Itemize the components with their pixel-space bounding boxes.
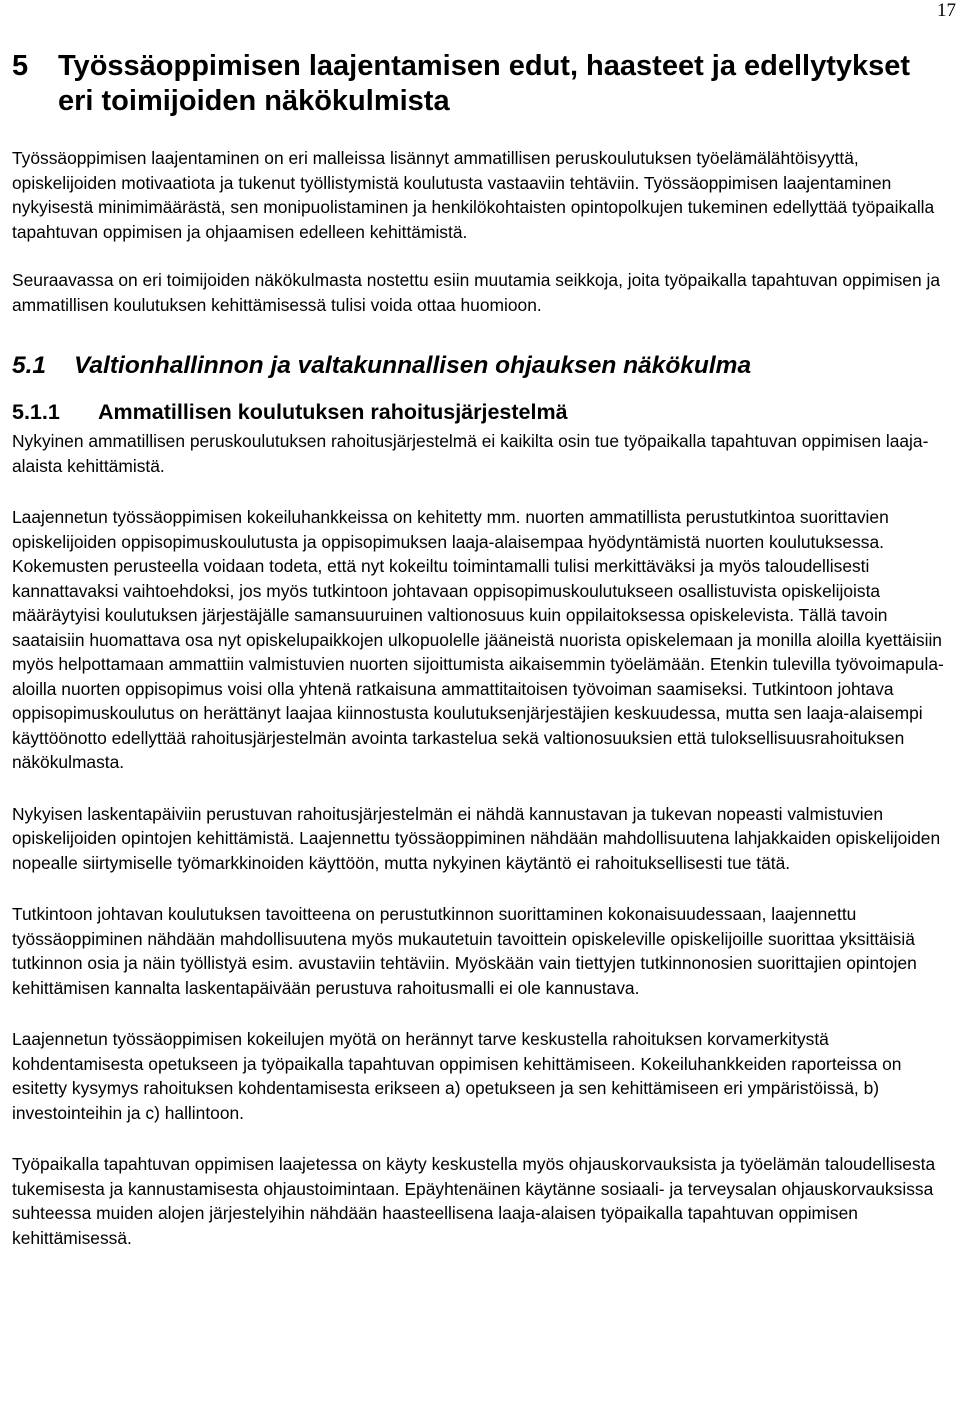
chapter-number: 5 (12, 50, 29, 82)
intro-paragraph: Työssäoppimisen laajentaminen on eri malleissa lisännyt ammatillisen peruskoulutuksen työelämälähtöisyyttä, opiskelijoiden motivaatiota ja tukenut työllistymistä koulutusta vastaaviin tehtäviin. Työssäoppimisen laajentaminen nykyisestä minimimäärästä, sen monipuolistaminen ja henkilökohtaisten opintopolkujen tukeminen edellyttää työpaikalla tapahtuvan oppimisen ja ohjaamisen edelleen kehittämistä. (12, 148, 935, 242)
intro-paragraph: Seuraavassa on eri toimijoiden näkökulmasta nostettu esiin muutamia seikkoja, joita työpaikalla tapahtuvan oppimisen ja ammatillisen koulutuksen kehittämisessä tulisi voida ottaa huomioon. (12, 270, 941, 315)
section-heading (12, 351, 950, 381)
subsection-title: Ammatillisen koulutuksen rahoitusjärjestelmä (98, 400, 568, 424)
body-paragraph: Laajennetun työssäoppimisen kokeilujen myötä on herännyt tarve keskustella rahoituksen korvamerkitystä kohdentamisesta opetukseen ja työpaikalla tapahtuvan oppimisen kehittämiseen. Kokeiluhankkeiden raporteissa on esitetty kysymys rahoituksen kohdentamisesta erikseen a) opetukseen ja sen kehittämiseen eri ympäristöissä, b) investointeihin ja c) hallintoon. (12, 1029, 902, 1123)
subsection-heading (12, 399, 950, 425)
chapter-heading (12, 49, 950, 119)
body-paragraph: Työpaikalla tapahtuvan oppimisen laajetessa on käyty keskustella myös ohjauskorvauksista ja työelämän taloudellisesta tukemisesta ja kannustamisesta ohjaustoimintaan. Epäyhtenäinen käytänne sosiaali- ja terveysalan ohjauskorvauksissa suhteessa muiden alojen järjestelyihin nähdään haasteellisena laaja-alaisen työpaikalla tapahtuvan oppimisen kehittämisessä. (12, 1154, 936, 1248)
body-paragraph: Laajennetun työssäoppimisen kokeiluhankkeissa on kehitetty mm. nuorten ammatillista perustutkintoa suorittavien opiskelijoiden oppisopimuskoulutusta ja oppisopimuksen laaja-alaisempaa hyödyntämistä nuorten koulutuksessa. Kokemusten perusteella voidaan todeta, että nyt kokeiltu toimintamalli tulisi merkittäväksi ja myös taloudellisesti kannattavaksi vaihtoehdoksi, jos myös tutkintoon johtavaan oppisopimuskoulutukseen osallistuvista opiskelijoista määräytyisi koulutuksen järjestäjälle samansuuruinen valtionosuus kuin oppilaitoksessa opiskelevista. Tällä tavoin saataisiin huomattava osa nyt opiskelupaikkojen ulkopuolelle jääneistä nuorista opiskelemaan ja monilla aloilla kyettäisiin myös helpottamaan ammattiin valmistuvien nuorten sijoittumista aikaisemmin työelämään. Etenkin tulevilla työvoimapula-aloilla nuorten oppisopimus voisi olla yhtenä ratkaisuna ammattitaitoisen työvoiman saamiseksi. Tutkintoon johtava oppisopimuskoulutus on herättänyt laajaa kiinnostusta koulutuksenjärjestäjien keskuudessa, mutta sen laaja-alaisempi käyttöönotto edellyttää rahoitusjärjestelmän avointa tarkastelua sekä valtionosuuksien että tuloksellisuusrahoituksen näkökulmasta. (12, 507, 944, 772)
document-body (12, 49, 950, 1250)
section-number: 5.1 (12, 352, 47, 379)
subsection-number: 5.1.1 (12, 400, 60, 424)
section-title: Valtionhallinnon ja valtakunnallisen ohjauksen näkökulma (74, 352, 752, 379)
body-paragraph: Nykyisen laskentapäiviin perustuvan rahoitusjärjestelmän ei nähdä kannustavan ja tukevan nopeasti valmistuvien opiskelijoiden opintojen kehittämistä. Laajennettu työssäoppiminen nähdään mahdollisuutena lahjakkaiden opiskelijoiden nopealle siirtymiselle työmarkkinoiden käyttöön, mutta nykyinen käytäntö ei rahoituksellisesti tue tätä. (12, 803, 941, 873)
body-paragraph: Tutkintoon johtavan koulutuksen tavoitteena on perustutkinnon suorittaminen kokonaisuudessaan, laajennettu työssäoppiminen nähdään mahdollisuutena myös mukautetuin tavoittein opiskeleville opiskelijoille suorittaa yksittäisiä tutkinnon osia ja näin työllistyä esim. avustaviin tehtäviin. Myöskään vain tiettyjen tutkinnonosien suorittajien opintojen kehittämisen kannalta laskentapäivään perustuva rahoitusmalli ei ole kannustava. (12, 904, 917, 998)
body-paragraph: Nykyinen ammatillisen peruskoulutuksen rahoitusjärjestelmä ei kaikilta osin tue työpaikalla tapahtuvan oppimisen laaja-alaista kehittämistä. (12, 431, 929, 476)
chapter-title: Työssäoppimisen laajentamisen edut, haasteet ja edellytykset eri toimijoiden näkökulmista (58, 50, 911, 117)
page-number: 17 (937, 0, 956, 21)
